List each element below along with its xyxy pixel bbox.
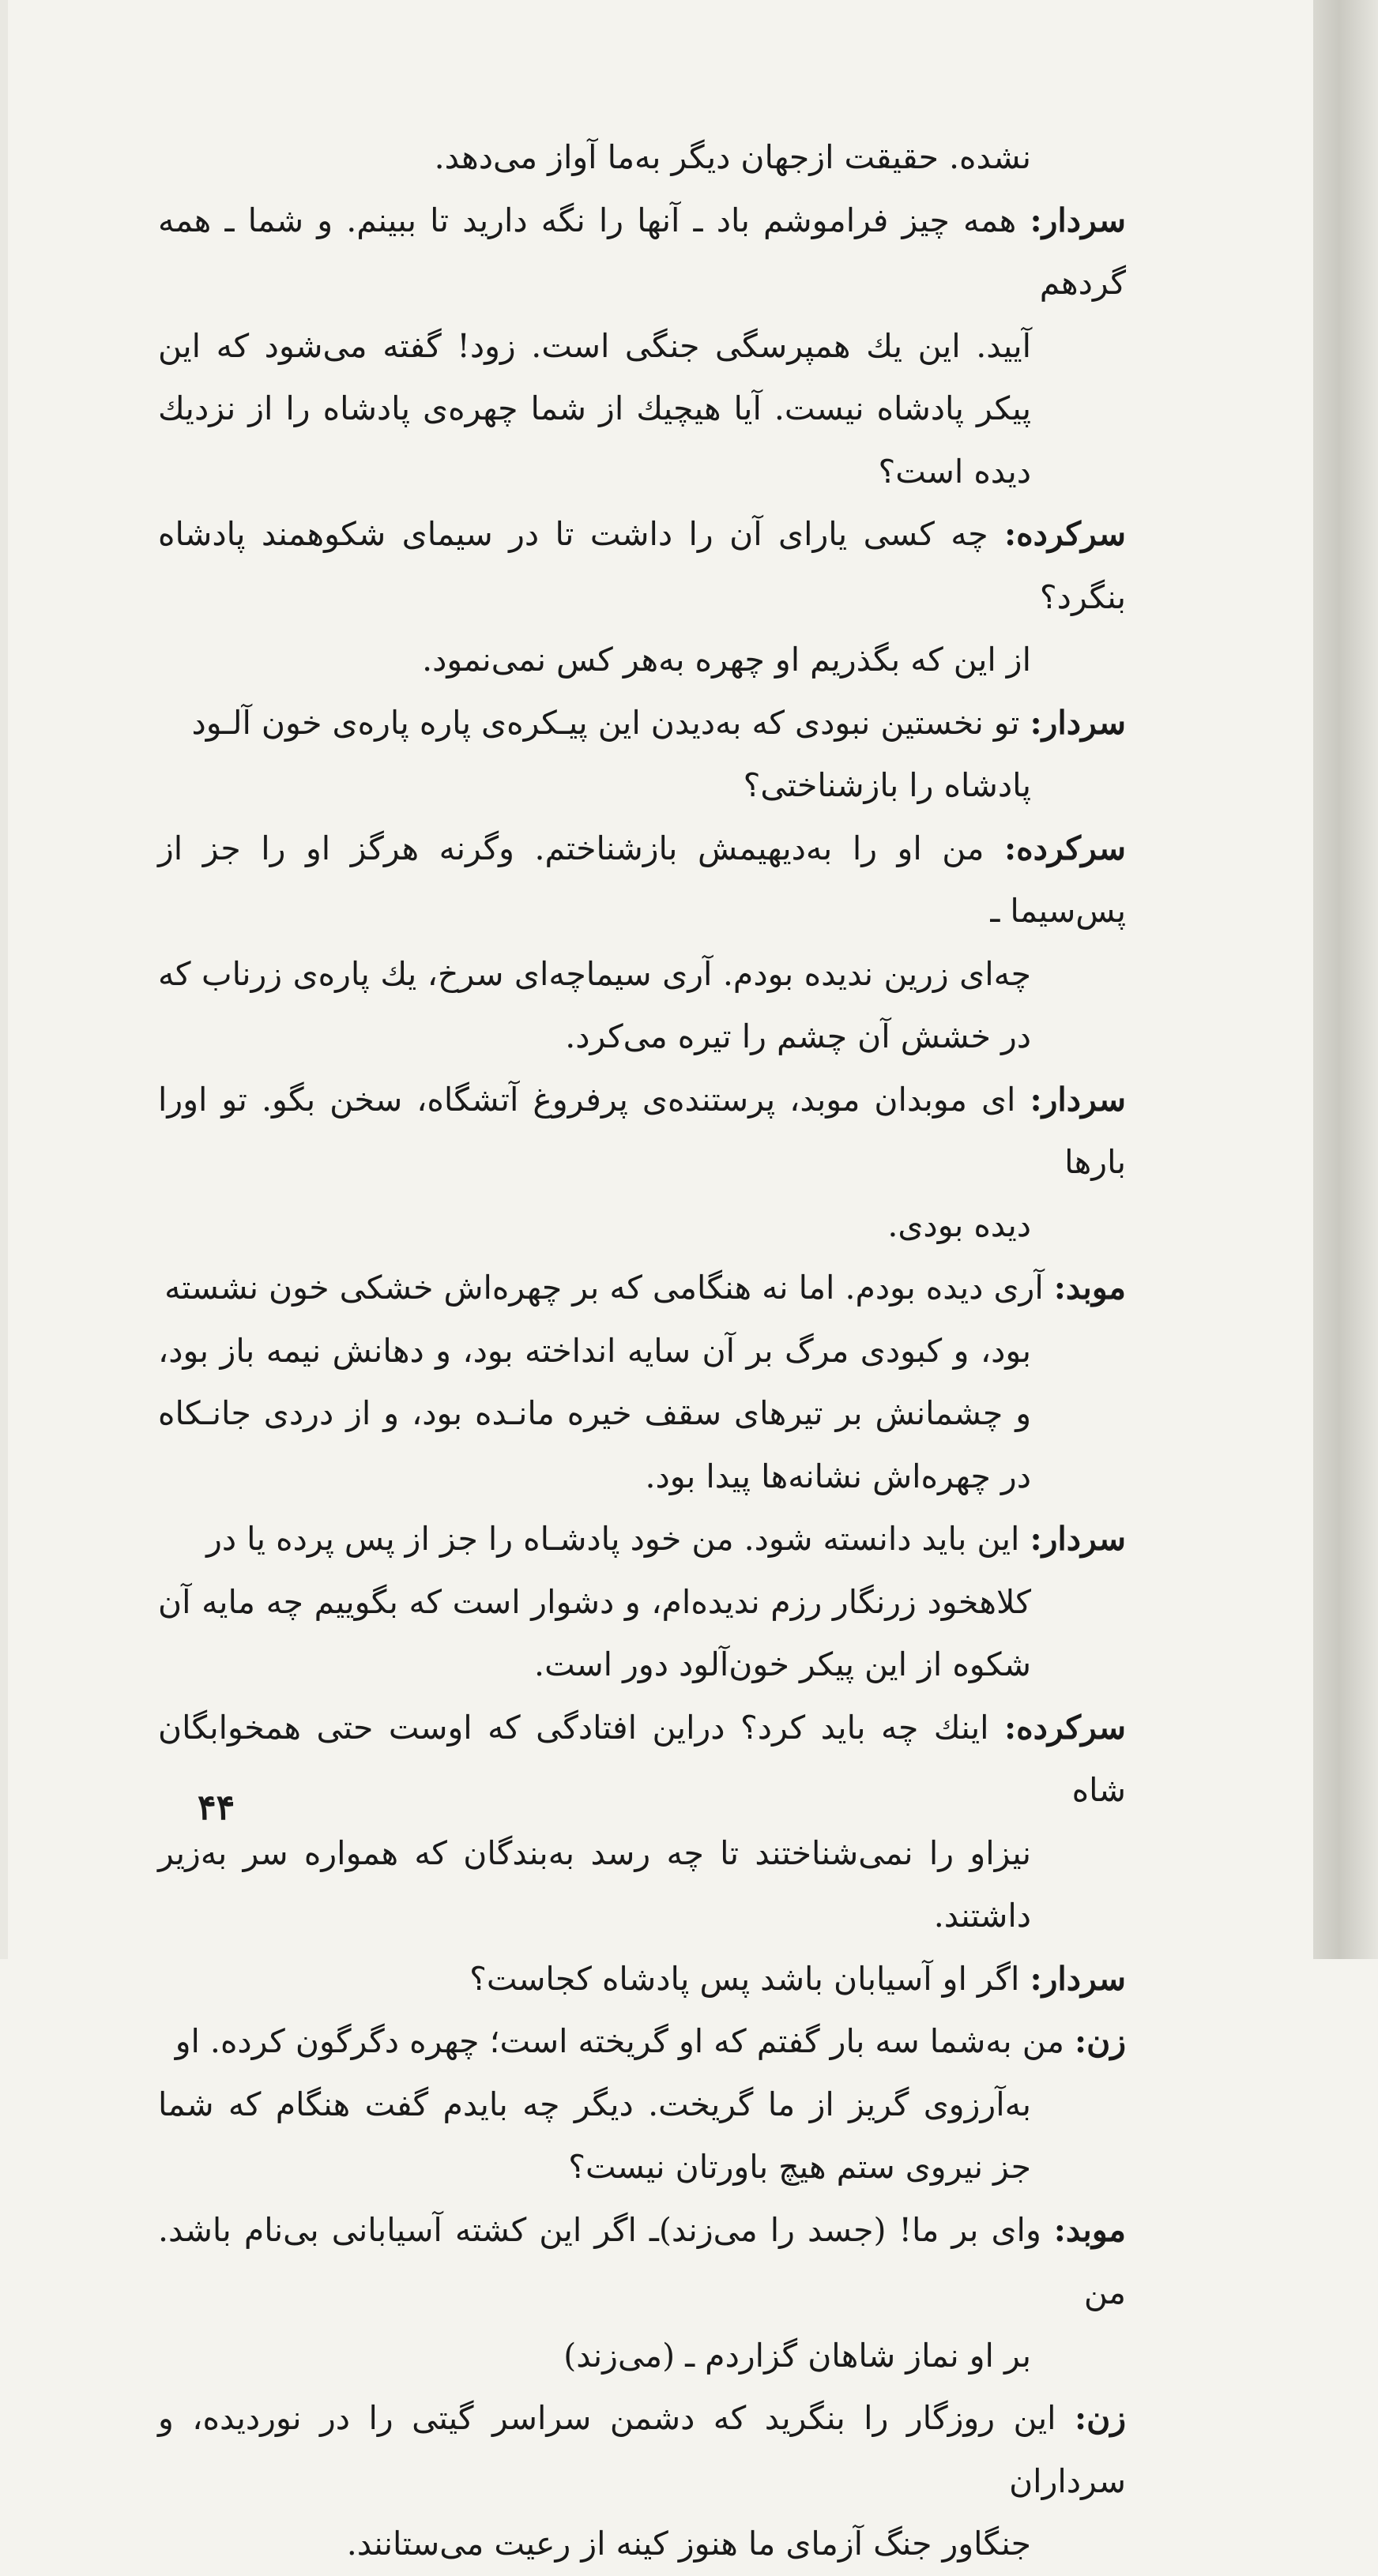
speech-continuation: جنگاور جنگ آزمای ما هنوز کینه از رعیت می‌ستانند. <box>346 2525 1031 2563</box>
speaker-name: سرکرده: <box>1004 829 1126 867</box>
speech-text: من به‌شما سه بار گفتم که او گریخته است؛ چهره دگرگون کرده. او <box>175 2022 1075 2060</box>
speech-block <box>158 1508 1126 1697</box>
play-text <box>158 126 1126 2576</box>
speech-block <box>158 818 1126 1069</box>
speech-text: آری دیده بودم. اما نه هنگامی که بر چهره‌اش خشکی خون نشسته <box>164 1269 1054 1307</box>
speaker-name: سرکرده: <box>1004 1708 1126 1747</box>
speech-block <box>158 2199 1126 2388</box>
speech-first-line <box>158 818 1126 943</box>
speech-text: این باید دانسته شود. من خود پادشـاه را جز از پس پرده یا در <box>206 1520 1030 1558</box>
page-number: ۴۴ <box>198 1788 235 1828</box>
speech-continuation: نیزاو را نمی‌شناختند تا چه رسد به‌بندگان که همواره سر به‌زیر داشتند. <box>158 1833 1031 1935</box>
speech-text: چه کسی یارای آن را داشت تا در سیمای شکوهمند پادشاه بنگرد؟ <box>158 515 1126 616</box>
speech-block <box>158 1257 1126 1508</box>
speech-continuation: از این که بگذریم او چهره به‌هر کس نمی‌نمود. <box>422 641 1031 679</box>
speech-continuation: پادشاه را بازشناختی؟ <box>743 766 1031 804</box>
speech-block <box>158 190 1126 504</box>
speech-block <box>158 2387 1126 2576</box>
speech-continuation: دیده بودی. <box>887 1205 1031 1244</box>
speech-text: اینك چه باید کرد؟ دراین افتادگی که اوست حتی همخوابگان شاه <box>158 1708 1126 1809</box>
speech-continuation: به‌آرزوی گریز از ما گریخت. دیگر چه بایدم گفت هنگام که شما جز نیروی ستم هیچ باورتان نیست؟ <box>158 2085 1031 2186</box>
speech-continuation: آیید. این یك همپرسگی جنگی است. زود! گفته می‌شود که این پیکر پادشاه نیست. آیا هیچیك از شما چهره‌ی پادشاه را از نزدیك دیده است؟ <box>158 326 1031 491</box>
speech-first-line <box>158 190 1126 315</box>
speaker-name: سردار: <box>1030 703 1126 742</box>
speech-block <box>158 1697 1126 1948</box>
speech-continuation: چه‌ای زرین ندیده بودم. آری سیماچه‌ای سرخ، یك پاره‌ی زرناب که در خشش آن چشم را تیره می‌کرد. <box>158 954 1031 1055</box>
speech-first-line <box>158 1069 1126 1194</box>
speech-first-line <box>158 1948 1126 2011</box>
speech-block <box>158 503 1126 692</box>
speech-list <box>158 190 1126 2576</box>
opening-line: نشده. حقیقت ازجهان دیگر به‌ما آواز می‌دهد. <box>434 138 1031 176</box>
speech-block <box>158 1069 1126 1258</box>
speech-continuation: بر او نماز شاهان گزاردم ـ (می‌زند) <box>563 2336 1031 2375</box>
speech-block <box>158 2010 1126 2199</box>
speech-first-line <box>158 2199 1126 2325</box>
speech-first-line <box>158 1508 1126 1571</box>
speech-first-line <box>158 2010 1126 2074</box>
page-right-edge <box>1313 0 1378 1959</box>
speaker-name: زن: <box>1074 2399 1126 2437</box>
speaker-name: موبد: <box>1053 2210 1126 2249</box>
speech-first-line <box>158 1257 1126 1320</box>
page-left-edge <box>0 0 8 1959</box>
speaker-name: سردار: <box>1030 1520 1126 1558</box>
speech-first-line <box>158 692 1126 755</box>
speech-text: من او را به‌دیهیمش بازشناختم. وگرنه هرگز او را جز از پس‌سیما ـ <box>158 829 1126 930</box>
speech-block <box>158 692 1126 818</box>
speech-continuation: کلاهخود زرنگار رزم ندیده‌ام، و دشوار است که بگوییم چه مایه آن شکوه از این پیکر خون‌آلود دور است. <box>158 1582 1031 1683</box>
speech-text: این روزگار را بنگرید که دشمن سراسر گیتی را در نوردیده، و سرداران <box>158 2399 1126 2500</box>
speech-text: تو نخستین نبودی که به‌دیدن این پیـکره‌ی پاره پاره‌ی خون آلـود <box>191 703 1030 742</box>
speech-block <box>158 1948 1126 2011</box>
speaker-name: سردار: <box>1030 1959 1126 1998</box>
speaker-name: زن: <box>1074 2022 1126 2060</box>
speaker-name: سردار: <box>1030 1080 1126 1119</box>
speaker-name: سردار: <box>1030 201 1126 239</box>
speech-text: ای موبدان موبد، پرستنده‌ی پرفروغ آتشگاه، سخن بگو. تو اورا بارها <box>158 1080 1126 1181</box>
speech-text: همه چیز فراموشم باد ـ آنها را نگه دارید تا ببینم. و شما ـ همه گردهم <box>158 201 1126 302</box>
speech-text: وای بر ما! (جسد را می‌زند)ـ اگر این کشته آسیابانی بی‌نام باشد. من <box>158 2210 1126 2311</box>
speech-first-line <box>158 1697 1126 1822</box>
speaker-name: موبد: <box>1053 1269 1126 1307</box>
speaker-name: سرکرده: <box>1004 515 1126 553</box>
speech-first-line <box>158 503 1126 629</box>
speech-first-line <box>158 2387 1126 2513</box>
speech-continuation: بود، و کبودی مرگ بر آن سایه انداخته بود، و دهانش نیمه باز بود، و چشمانش بر تیرهای سقف خیره مانـده بود، و از دردی جانـکاه در چهره‌اش نشانه‌ها پیدا بود. <box>158 1331 1031 1495</box>
speech-text: اگر او آسیابان باشد پس پادشاه کجاست؟ <box>469 1959 1030 1998</box>
